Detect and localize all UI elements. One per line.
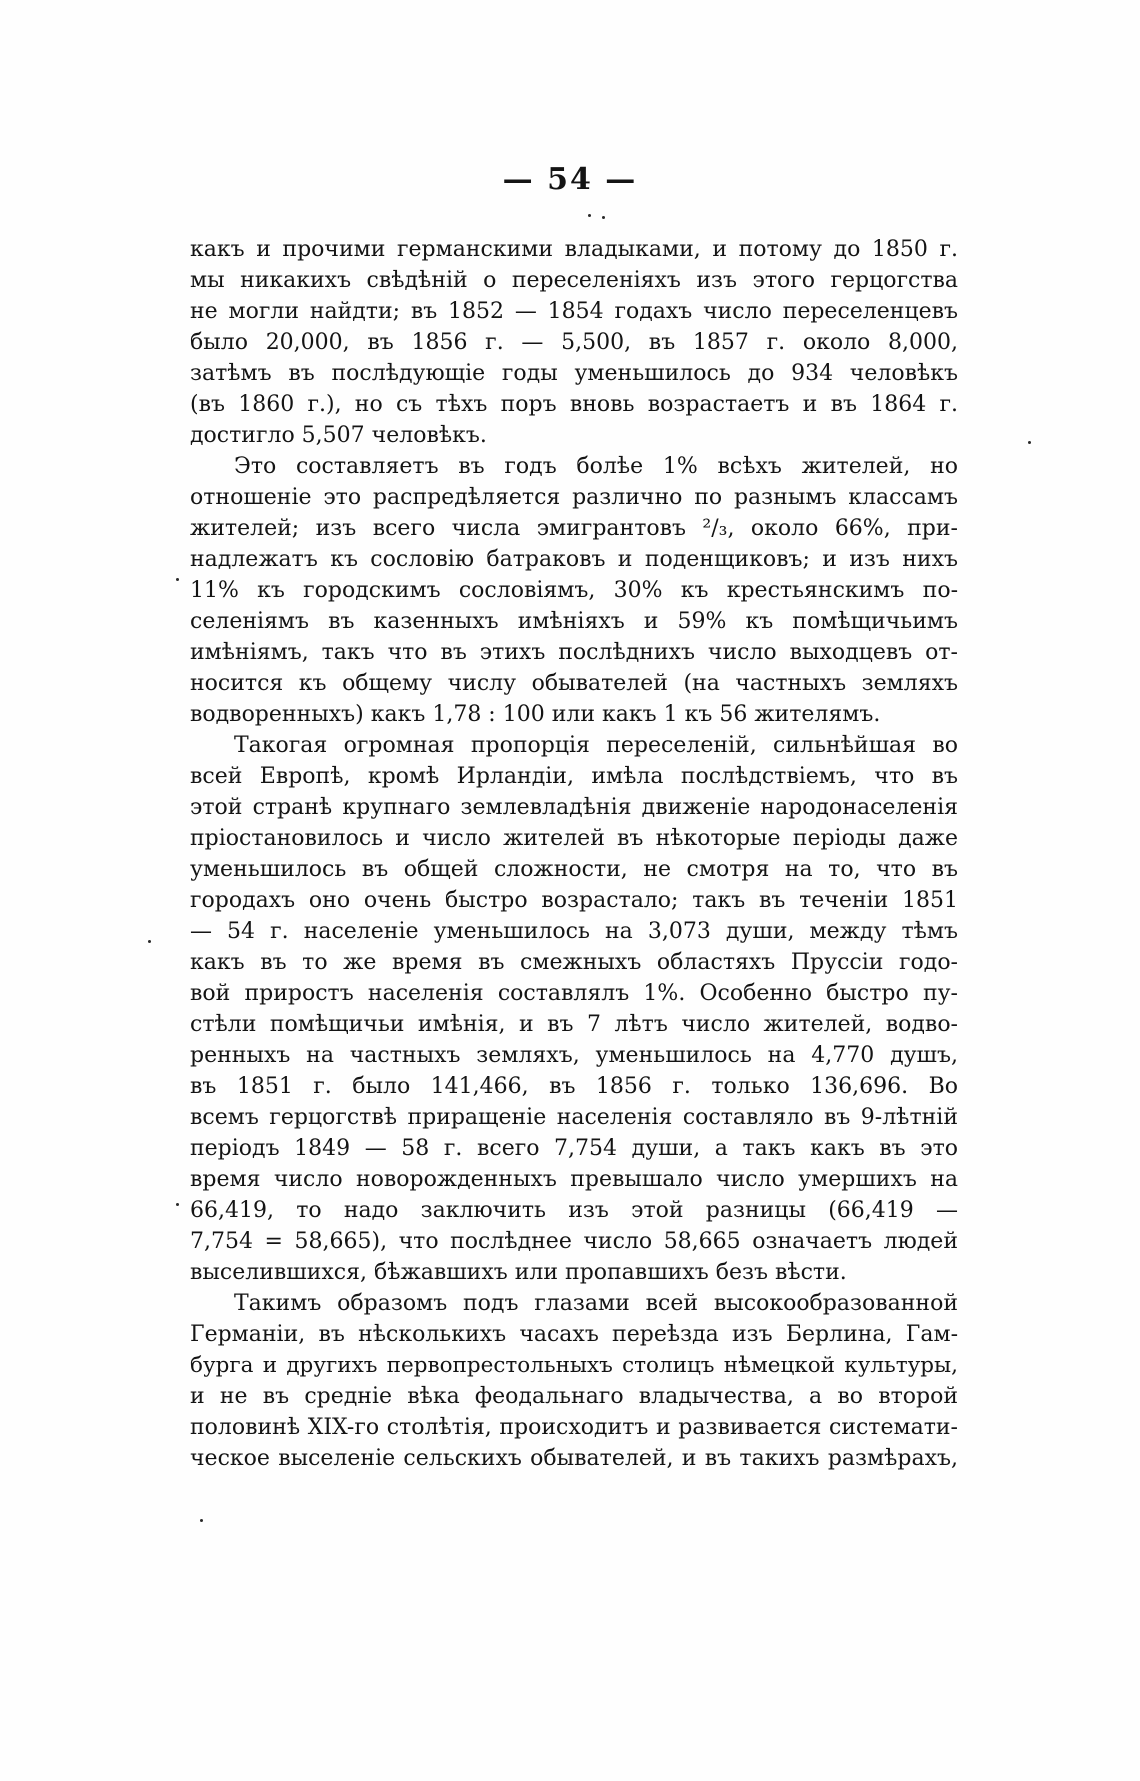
text-line: всемъ герцогствѣ приращеніе населенія составляло въ 9-лѣтній bbox=[190, 1105, 958, 1130]
text-line: затѣмъ въ послѣдующіе годы уменьшилось до 934 человѣкъ bbox=[190, 361, 958, 386]
text-line: было 20,000, въ 1856 г. — 5,500, въ 1857 г. около 8,000, bbox=[190, 330, 958, 355]
text-line: вой приростъ населенія составлялъ 1%. Особенно быстро пу- bbox=[190, 981, 958, 1006]
text-line: отношеніе это распредѣляется различно по разнымъ классамъ bbox=[190, 485, 958, 510]
text-line: 66,419, то надо заключить изъ этой разницы (66,419 — bbox=[190, 1198, 958, 1223]
text-line: выселившихся, бѣжавшихъ или пропавшихъ безъ вѣсти. bbox=[190, 1260, 847, 1285]
text-line: пріостановилось и число жителей въ нѣкоторые періоды даже bbox=[190, 826, 958, 851]
scan-speck bbox=[602, 216, 605, 219]
text-line: въ 1851 г. было 141,466, въ 1856 г. только 136,696. Во bbox=[190, 1074, 958, 1099]
text-line: 11% къ городскимъ сословіямъ, 30% къ крестьянскимъ по- bbox=[190, 578, 958, 603]
text-line: селеніямъ въ казенныхъ имѣніяхъ и 59% къ помѣщичьимъ bbox=[190, 609, 958, 634]
text-line: (въ 1860 г.), но съ тѣхъ поръ вновь возрастаетъ и въ 1864 г. bbox=[190, 392, 958, 417]
text-line: Такогая огромная пропорція переселеній, сильнѣйшая во bbox=[234, 733, 958, 758]
text-line: какъ въ то же время въ смежныхъ областяхъ Пруссіи годо- bbox=[190, 950, 958, 975]
text-line: время число новорожденныхъ превышало число умершихъ на bbox=[190, 1167, 958, 1192]
text-line: стѣли помѣщичьи имѣнія, и въ 7 лѣтъ число жителей, водво- bbox=[190, 1012, 958, 1037]
scan-speck bbox=[200, 1519, 203, 1522]
text-line: половинѣ XIX-го столѣтія, происходитъ и развивается системати- bbox=[190, 1415, 958, 1440]
text-line: Германіи, въ нѣсколькихъ часахъ переѣзда изъ Берлина, Гам- bbox=[190, 1322, 958, 1347]
text-line: бурга и другихъ первопрестольныхъ столицъ нѣмецкой культуры, bbox=[190, 1353, 958, 1378]
text-line: жителей; изъ всего числа эмигрантовъ ²/₃, около 66%, при- bbox=[190, 516, 958, 541]
scan-speck bbox=[148, 940, 151, 943]
text-line: ческое выселеніе сельскихъ обывателей, и въ такихъ размѣрахъ, bbox=[190, 1446, 958, 1471]
body-text bbox=[190, 234, 958, 1474]
text-line: періодъ 1849 — 58 г. всего 7,754 души, а такъ какъ въ это bbox=[190, 1136, 958, 1161]
text-line: этой странѣ крупнаго землевладѣнія движеніе народонаселенія bbox=[190, 795, 958, 820]
text-line: городахъ оно очень быстро возрастало; такъ въ теченіи 1851 bbox=[190, 888, 958, 913]
text-line: — 54 г. населеніе уменьшилось на 3,073 души, между тѣмъ bbox=[190, 919, 958, 944]
text-line: имѣніямъ, такъ что въ этихъ послѣднихъ число выходцевъ от- bbox=[190, 640, 958, 665]
paragraph-1 bbox=[190, 234, 958, 451]
paragraph-3 bbox=[190, 730, 958, 1288]
scan-speck bbox=[176, 1203, 179, 1206]
paragraph-2 bbox=[190, 451, 958, 730]
text-line: Такимъ образомъ подъ глазами всей высокообразованной bbox=[234, 1291, 958, 1316]
paragraph-4 bbox=[190, 1288, 958, 1474]
text-line: не могли найдти; въ 1852 — 1854 годахъ число переселенцевъ bbox=[190, 299, 958, 324]
text-line: 7,754 = 58,665), что послѣднее число 58,665 означаетъ людей bbox=[190, 1229, 958, 1254]
text-line: водворенныхъ) какъ 1,78 : 100 или какъ 1 къ 56 жителямъ. bbox=[190, 702, 881, 727]
text-line: уменьшилось въ общей сложности, не смотря на то, что въ bbox=[190, 857, 958, 882]
text-line: носится къ общему числу обывателей (на частныхъ земляхъ bbox=[190, 671, 958, 696]
text-line: и не въ средніе вѣка феодальнаго владычества, а во второй bbox=[190, 1384, 958, 1409]
text-line: достигло 5,507 человѣкъ. bbox=[190, 423, 487, 448]
text-line: всей Европѣ, кромѣ Ирландіи, имѣла послѣдствіемъ, что въ bbox=[190, 764, 958, 789]
text-line: какъ и прочими германскими владыками, и потому до 1850 г. bbox=[190, 237, 958, 262]
text-line: Это составляетъ въ годъ болѣе 1% всѣхъ жителей, но bbox=[234, 454, 958, 479]
scan-speck bbox=[176, 578, 179, 581]
text-line: надлежатъ къ сословію батраковъ и поденщиковъ; и изъ нихъ bbox=[190, 547, 958, 572]
scan-speck bbox=[588, 214, 591, 217]
page-number: — 54 — bbox=[502, 162, 638, 197]
scan-speck bbox=[1028, 441, 1031, 444]
text-line: мы никакихъ свѣдѣній о переселеніяхъ изъ этого герцогства bbox=[190, 268, 958, 293]
text-line: ренныхъ на частныхъ земляхъ, уменьшилось на 4,770 душъ, bbox=[190, 1043, 958, 1068]
